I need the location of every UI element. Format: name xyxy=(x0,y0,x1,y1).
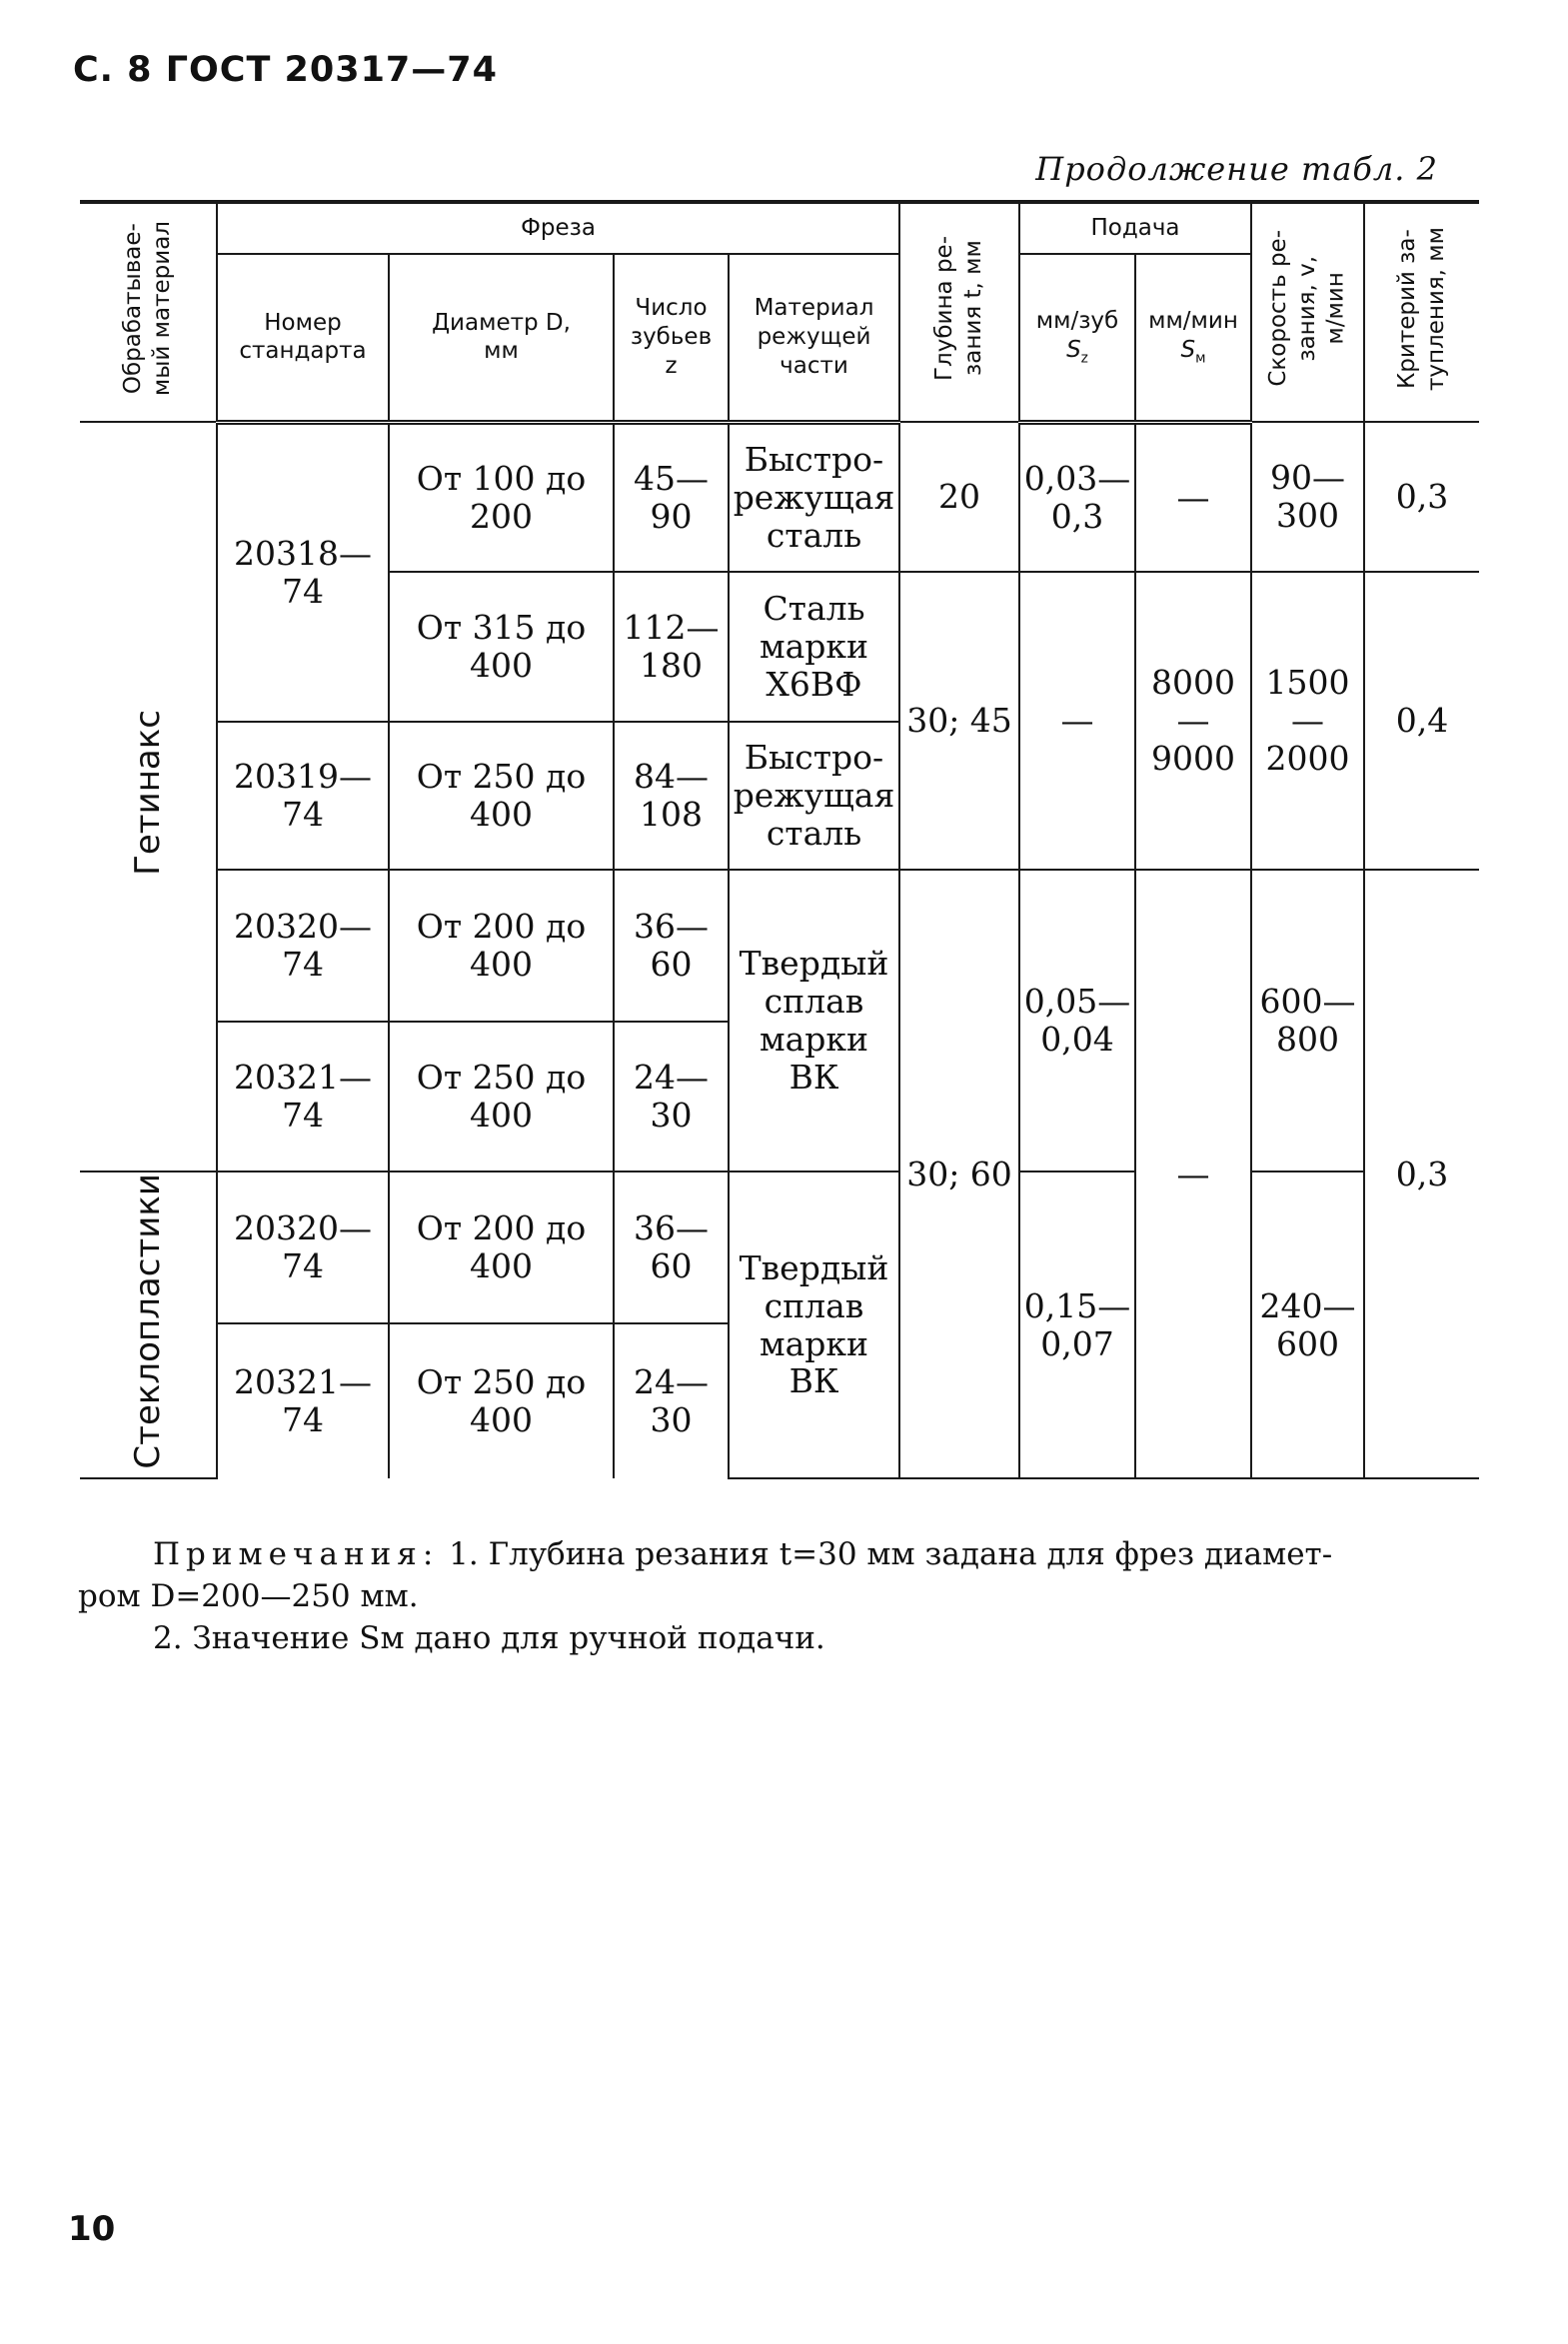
header-diameter: Диаметр D, мм xyxy=(389,254,614,422)
row-wear: 0,3 xyxy=(1364,422,1479,572)
notes-label: Примечания: xyxy=(153,1536,440,1572)
row-diameter: От 315 до 400 xyxy=(389,572,614,722)
row-teeth: 36—60 xyxy=(614,870,729,1022)
row-feed-tooth: 0,05— 0,04 xyxy=(1019,870,1135,1172)
row-teeth: 24—30 xyxy=(614,1323,729,1478)
row-teeth: 84— 108 xyxy=(614,722,729,870)
row-diameter: От 250 до 400 xyxy=(389,1323,614,1478)
row-teeth: 112— 180 xyxy=(614,572,729,722)
row-diameter: От 200 до 400 xyxy=(389,1172,614,1323)
row-wear: 0,3 xyxy=(1364,870,1479,1478)
row-speed: 240— 600 xyxy=(1251,1172,1364,1478)
row-standard: 20319—74 xyxy=(217,722,389,870)
row-depth: 20 xyxy=(899,422,1019,572)
row-wear: 0,4 xyxy=(1364,572,1479,870)
row-standard: 20320—74 xyxy=(217,870,389,1022)
row-standard: 20321—74 xyxy=(217,1022,389,1172)
row-diameter: От 250 до 400 xyxy=(389,722,614,870)
note-1 xyxy=(78,1534,1477,1576)
row-standard: 20318—74 xyxy=(217,422,389,722)
row-standard: 20321—74 xyxy=(217,1323,389,1478)
note-1-text: 1. Глубина резания t=30 мм задана для фрез диамет- xyxy=(449,1536,1333,1572)
page-header: С. 8 ГОСТ 20317—74 xyxy=(73,50,498,90)
row-cutting-material: Быстро- режущая сталь xyxy=(729,422,899,572)
header-material: Обрабатывае- мый материал xyxy=(80,202,217,422)
row-feed-tooth: — xyxy=(1019,572,1135,870)
header-cutting-material: Материал режущей части xyxy=(729,254,899,422)
note-2: 2. Значение Sм дано для ручной подачи. xyxy=(153,1619,825,1656)
row-feed-min: 8000— 9000 xyxy=(1135,572,1251,870)
row-feed-tooth: 0,03— 0,3 xyxy=(1019,422,1135,572)
row-diameter: От 200 до 400 xyxy=(389,870,614,1022)
row-depth: 30; 45 xyxy=(899,572,1019,870)
row-speed: 600— 800 xyxy=(1251,870,1364,1172)
header-mill-group: Фреза xyxy=(217,202,899,254)
header-standard-number: Номер стандарта xyxy=(217,254,389,422)
page-number: 10 xyxy=(68,2209,116,2249)
row-cutting-material: Сталь марки Х6ВФ xyxy=(729,572,899,722)
material-glass-plastic: Стеклопластики xyxy=(80,1172,217,1478)
header-depth: Глубина ре- зания t, мм xyxy=(899,202,1019,422)
row-feed-tooth: 0,15— 0,07 xyxy=(1019,1172,1135,1478)
row-speed: 1500— 2000 xyxy=(1251,572,1364,870)
table-continuation-label: Продолжение табл. 2 xyxy=(1035,150,1438,188)
header-teeth: Число зубьев z xyxy=(614,254,729,422)
note-1-continuation: ром D=200—250 мм. xyxy=(78,1577,419,1614)
row-cutting-material: Твердый сплав марки ВК xyxy=(729,870,899,1172)
row-standard: 20320—74 xyxy=(217,1172,389,1323)
row-teeth: 36—60 xyxy=(614,1172,729,1323)
header-wear-criterion: Критерий за- тупления, мм xyxy=(1364,202,1479,422)
table-row xyxy=(80,1172,1479,1323)
row-speed: 90— 300 xyxy=(1251,422,1364,572)
row-teeth: 45—90 xyxy=(614,422,729,572)
table-notes xyxy=(78,1534,1477,1660)
table-row xyxy=(80,870,1479,1022)
header-speed: Скорость ре- зания, v, м/мин xyxy=(1251,202,1364,422)
row-teeth: 24—30 xyxy=(614,1022,729,1172)
row-depth: 30; 60 xyxy=(899,870,1019,1478)
row-cutting-material: Твердый сплав марки ВК xyxy=(729,1172,899,1478)
header-feed-per-minute: мм/мин $S_м$ xyxy=(1135,254,1251,422)
row-feed-min: — xyxy=(1135,870,1251,1478)
table-row xyxy=(80,422,1479,572)
material-getinaks: Гетинакс xyxy=(80,422,217,1172)
cutting-parameters-table xyxy=(80,200,1479,1479)
row-cutting-material: Быстро- режущая сталь xyxy=(729,722,899,870)
row-feed-min: — xyxy=(1135,422,1251,572)
row-diameter: От 250 до 400 xyxy=(389,1022,614,1172)
row-diameter: От 100 до 200 xyxy=(389,422,614,572)
header-feed-per-tooth: мм/зуб $S_z$ xyxy=(1019,254,1135,422)
header-feed-group: Подача xyxy=(1019,202,1251,254)
